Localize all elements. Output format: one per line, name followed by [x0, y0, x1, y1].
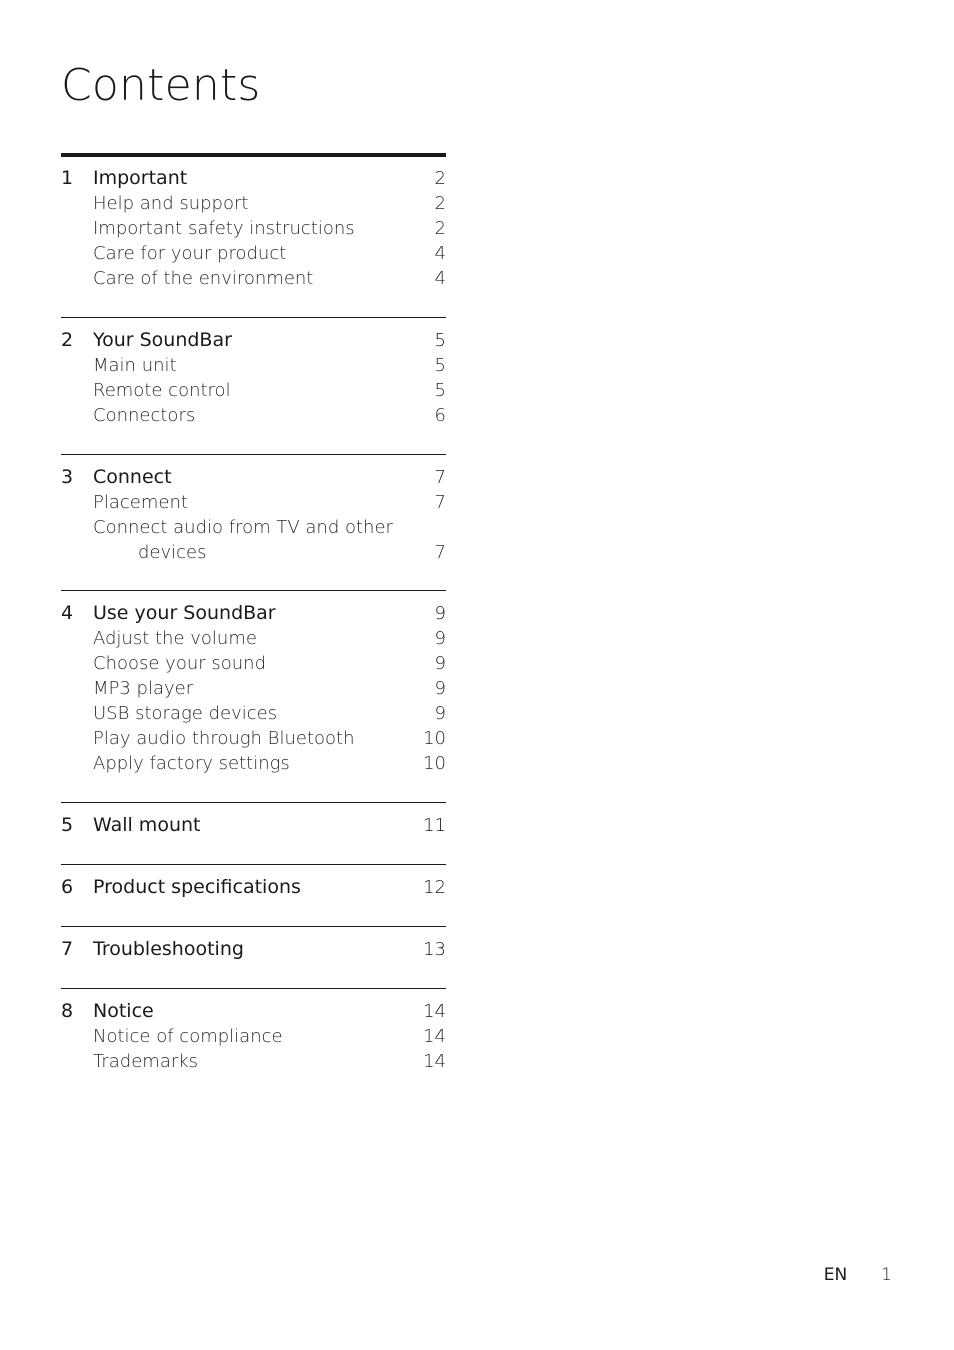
toc-subentry[interactable]: [61, 676, 446, 701]
subentry-page-number: 7: [434, 492, 446, 513]
subentry-page-number: 7: [434, 542, 446, 563]
toc-chapter-entry[interactable]: [61, 166, 446, 191]
toc-chapter-entry[interactable]: [61, 813, 446, 838]
chapter-title: Use your SoundBar: [93, 602, 276, 624]
toc-section: [61, 926, 446, 988]
chapter-page-number: 5: [434, 330, 446, 351]
chapter-number: 5: [61, 814, 74, 836]
chapter-page-number: 12: [423, 877, 446, 898]
chapter-title: Troubleshooting: [93, 938, 244, 960]
subentry-page-number: 10: [423, 728, 446, 749]
toc-chapter-entry[interactable]: [61, 937, 446, 962]
subentry-page-number: 2: [434, 218, 446, 239]
chapter-page-number: 13: [423, 939, 446, 960]
chapter-title: Notice: [93, 1000, 154, 1022]
subentry-title: Play audio through Bluetooth: [93, 728, 355, 749]
chapter-page-number: 7: [434, 467, 446, 488]
toc-subentry[interactable]: [61, 515, 446, 540]
chapter-number: 8: [61, 1000, 74, 1022]
chapter-number: 3: [61, 466, 74, 488]
toc-section: [61, 988, 446, 1074]
subentry-title: Care of the environment: [93, 268, 314, 289]
toc-subentry[interactable]: [61, 191, 446, 216]
toc-subentry-continuation[interactable]: [61, 540, 446, 565]
toc-chapter-entry[interactable]: [61, 999, 446, 1024]
toc-subentry[interactable]: [61, 216, 446, 241]
chapter-page-number: 2: [434, 168, 446, 189]
chapter-title: Product specifications: [93, 876, 301, 898]
subentry-title: Placement: [93, 492, 188, 513]
chapter-title: Wall mount: [93, 814, 201, 836]
subentry-title: Connect audio from TV and other: [93, 517, 393, 538]
toc-subentry[interactable]: [61, 378, 446, 403]
subentry-title-continued: devices: [138, 542, 207, 563]
subentry-page-number: 9: [434, 653, 446, 674]
toc-subentry[interactable]: [61, 726, 446, 751]
subentry-title: Main unit: [93, 355, 177, 376]
chapter-page-number: 11: [423, 815, 446, 836]
subentry-title: Important safety instructions: [93, 218, 355, 239]
footer-page-number: 1: [881, 1265, 892, 1285]
subentry-page-number: 4: [434, 243, 446, 264]
toc-section: [61, 590, 446, 802]
subentry-title: Connectors: [93, 405, 196, 426]
subentry-page-number: 9: [434, 628, 446, 649]
toc-subentry[interactable]: [61, 490, 446, 515]
footer-language: EN: [823, 1265, 848, 1285]
subentry-title: Adjust the volume: [93, 628, 257, 649]
page-title: Contents: [61, 60, 261, 111]
toc-subentry[interactable]: [61, 266, 446, 291]
toc-subentry[interactable]: [61, 1024, 446, 1049]
table-of-contents: [61, 153, 446, 1074]
toc-section: [61, 454, 446, 590]
toc-chapter-entry[interactable]: [61, 465, 446, 490]
subentry-title: Help and support: [93, 193, 249, 214]
chapter-number: 6: [61, 876, 74, 898]
chapter-number: 2: [61, 329, 74, 351]
toc-section: [61, 802, 446, 864]
subentry-page-number: 4: [434, 268, 446, 289]
toc-subentry[interactable]: [61, 1049, 446, 1074]
toc-section: [61, 317, 446, 454]
chapter-number: 7: [61, 938, 74, 960]
toc-subentry[interactable]: [61, 241, 446, 266]
chapter-page-number: 14: [423, 1001, 446, 1022]
page-footer: [824, 1265, 892, 1285]
subentry-page-number: 5: [434, 380, 446, 401]
subentry-page-number: 2: [434, 193, 446, 214]
chapter-page-number: 9: [434, 603, 446, 624]
subentry-page-number: 14: [423, 1026, 446, 1047]
subentry-page-number: 5: [434, 355, 446, 376]
toc-subentry[interactable]: [61, 651, 446, 676]
chapter-number: 4: [61, 602, 74, 624]
subentry-title: Apply factory settings: [93, 753, 290, 774]
chapter-title: Connect: [93, 466, 172, 488]
subentry-page-number: 6: [434, 405, 446, 426]
toc-subentry[interactable]: [61, 751, 446, 776]
chapter-number: 1: [61, 167, 74, 189]
toc-subentry[interactable]: [61, 353, 446, 378]
toc-section: [61, 864, 446, 926]
subentry-page-number: 14: [423, 1051, 446, 1072]
toc-section: [61, 153, 446, 317]
subentry-title: Choose your sound: [93, 653, 267, 674]
subentry-title: Care for your product: [93, 243, 287, 264]
toc-subentry[interactable]: [61, 626, 446, 651]
toc-chapter-entry[interactable]: [61, 601, 446, 626]
subentry-title: USB storage devices: [93, 703, 278, 724]
toc-chapter-entry[interactable]: [61, 875, 446, 900]
subentry-page-number: 10: [423, 753, 446, 774]
subentry-title: Remote control: [93, 380, 231, 401]
subentry-page-number: 9: [434, 678, 446, 699]
chapter-title: Important: [93, 167, 188, 189]
toc-chapter-entry[interactable]: [61, 328, 446, 353]
chapter-title: Your SoundBar: [93, 329, 232, 351]
subentry-page-number: 9: [434, 703, 446, 724]
subentry-title: Notice of compliance: [93, 1026, 283, 1047]
subentry-title: MP3 player: [93, 678, 194, 699]
toc-subentry[interactable]: [61, 701, 446, 726]
toc-subentry[interactable]: [61, 403, 446, 428]
subentry-title: Trademarks: [93, 1051, 199, 1072]
